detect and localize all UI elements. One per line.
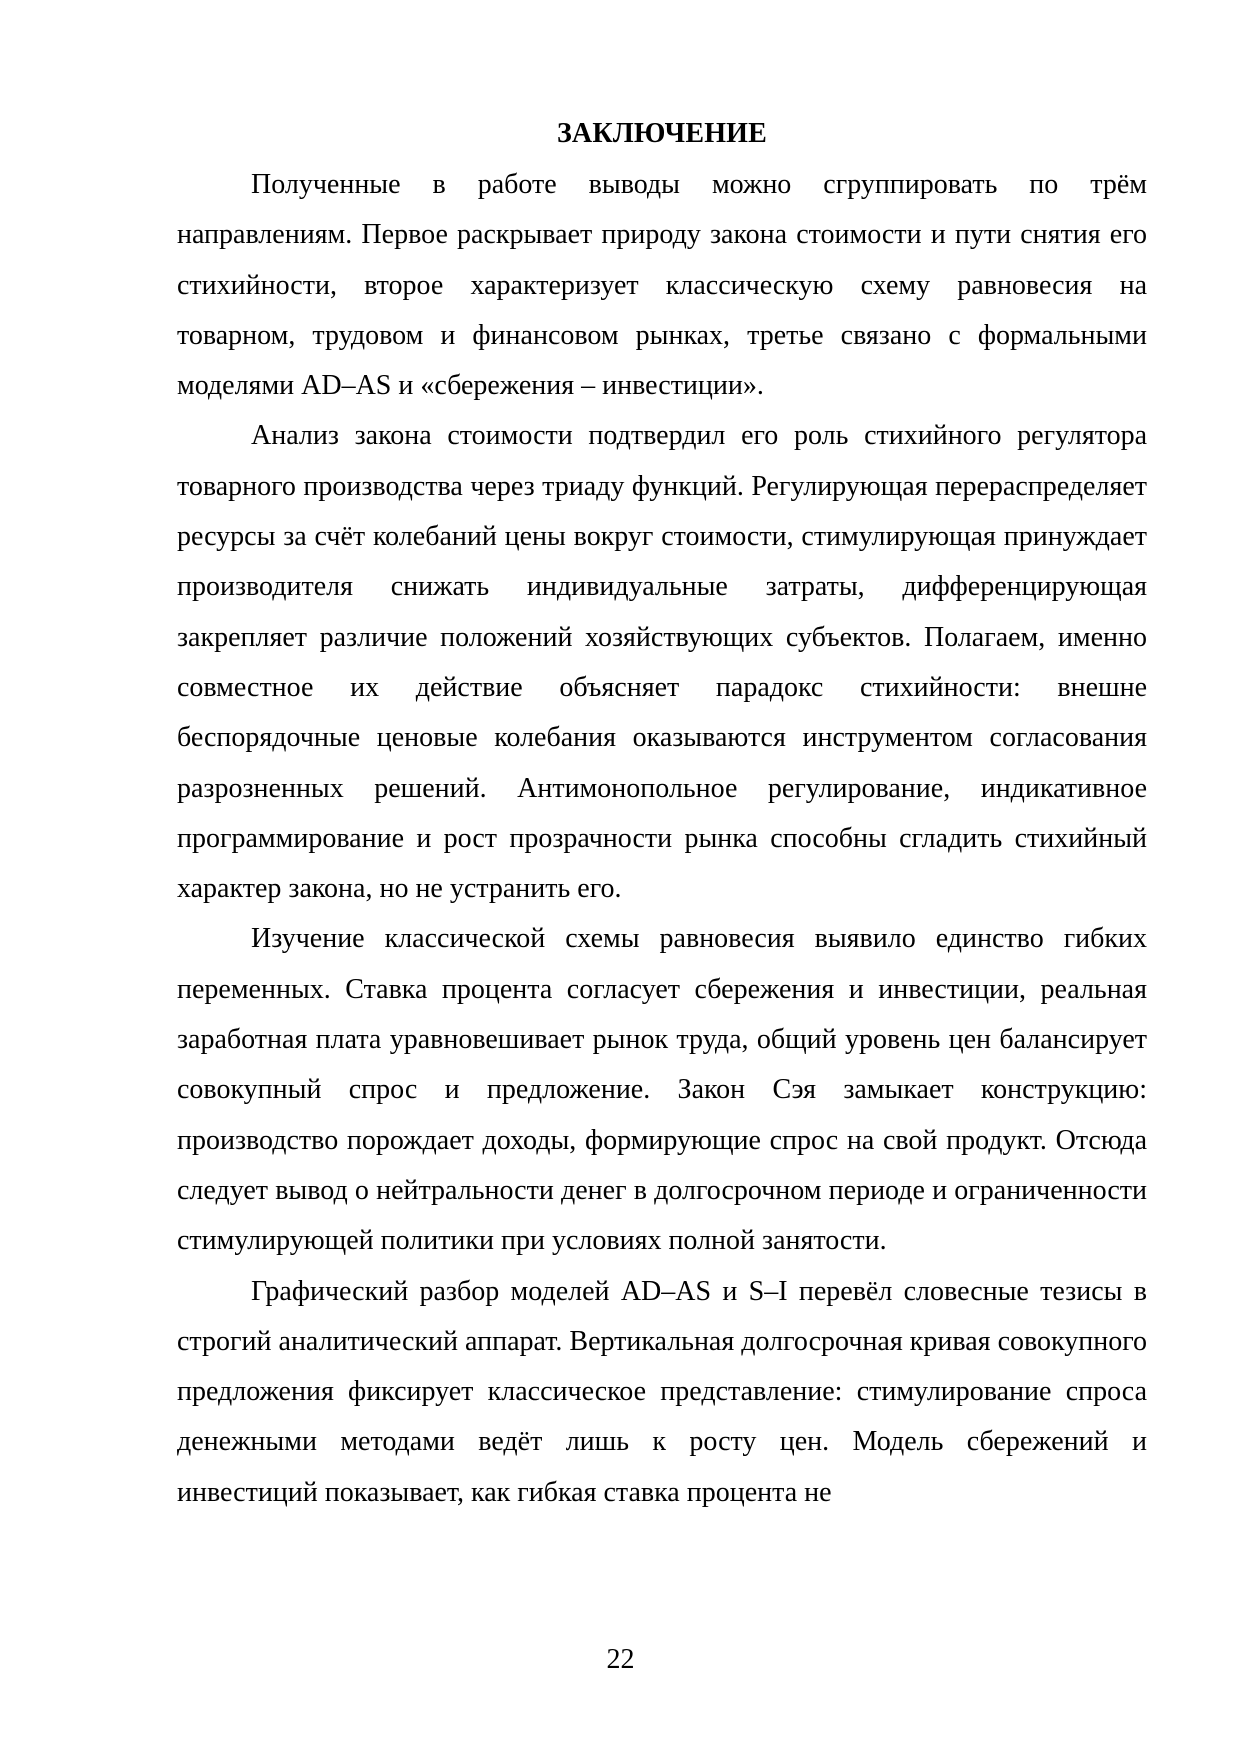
paragraph-conclusions-overview: Полученные в работе выводы можно сгруппировать по трём направлениям. Первое раскрывает природу закона стоимости и пути снятия его стихийности, второе характеризует классическую схему равновесия на товарном, трудовом и финансовом рынках, третье связано с формальными моделями AD–AS и «сбережения – инвестиции». <box>177 169 1147 402</box>
page-body <box>177 110 1147 1518</box>
section-title: ЗАКЛЮЧЕНИЕ <box>556 118 768 149</box>
paragraph-ad-as-models: Графический разбор моделей AD–AS и S–I перевёл словесные тезисы в строгий аналитический аппарат. Вертикальная долгосрочная кривая совокупного предложения фиксирует классическое представление: стимулирование спроса денежными методами ведёт лишь к росту цен. Модель сбережений и инвестиций показывает, как гибкая ставка процента не <box>177 1275 1147 1508</box>
paragraph-classical-equilibrium: Изучение классической схемы равновесия выявило единство гибких переменных. Ставка процента согласует сбережения и инвестиции, реальная заработная плата уравновешивает рынок труда, общий уровень цен балансирует совокупный спрос и предложение. Закон Сэя замыкает конструкцию: производство порождает доходы, формирующие спрос на свой продукт. Отсюда следует вывод о нейтральности денег в долгосрочном периоде и ограниченности стимулирующей политики при условиях полной занятости. <box>177 923 1147 1257</box>
page-number: 22 <box>606 1644 635 1675</box>
paragraph-law-of-value: Анализ закона стоимости подтвердил его роль стихийного регулятора товарного производства через триаду функций. Регулирующая перераспределяет ресурсы за счёт колебаний цены вокруг стоимости, стимулирующая принуждает производителя снижать индивидуальные затраты, дифференцирующая закрепляет различие положений хозяйствующих субъектов. Полагаем, именно совместное их действие объясняет парадокс стихийности: внешне беспорядочные ценовые колебания оказываются инструментом согласования разрозненных решений. Антимонопольное регулирование, индикативное программирование и рост прозрачности рынка способны сгладить стихийный характер закона, но не устранить его. <box>177 420 1147 905</box>
